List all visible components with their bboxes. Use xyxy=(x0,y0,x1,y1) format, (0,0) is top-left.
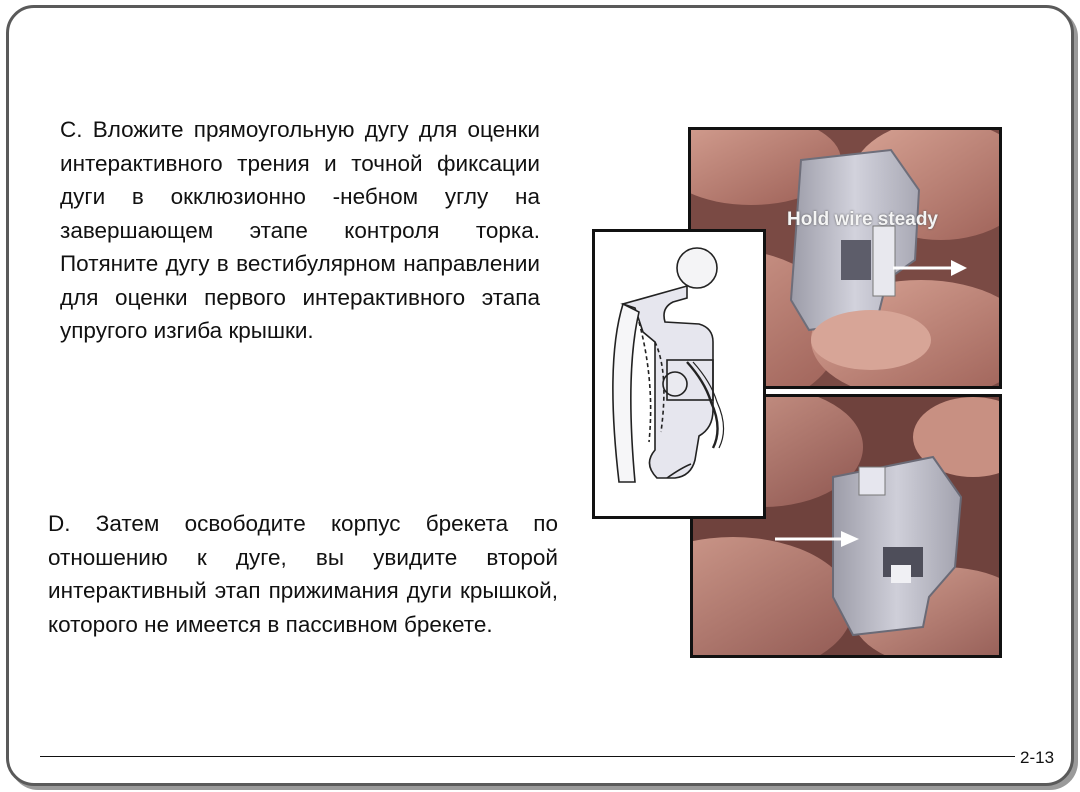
page-number: 2-13 xyxy=(1020,748,1055,767)
photo-caption: Hold wire steady xyxy=(787,209,938,230)
bracket-diagram xyxy=(592,229,766,519)
arrow-right-icon xyxy=(891,258,971,278)
footer-divider xyxy=(40,756,1015,757)
arrow-right-icon xyxy=(773,529,863,549)
paragraph-c: С. Вложите прямоугольную дугу для оценки интерактивного трения и точной фиксации дуги в окклюзионно -небном углу на завершающем этапе контроля торка. Потяните дугу в вестибулярном направлении для оценки первого интерактивного этапа упругого изгиба крышки. xyxy=(60,117,540,343)
paragraph-d: D. Затем освободите корпус брекета по отношению к дуге, вы увидите второй интерактивный этап прижимания дуги крышкой, которого не имеется в пассивном брекете. xyxy=(48,511,558,637)
